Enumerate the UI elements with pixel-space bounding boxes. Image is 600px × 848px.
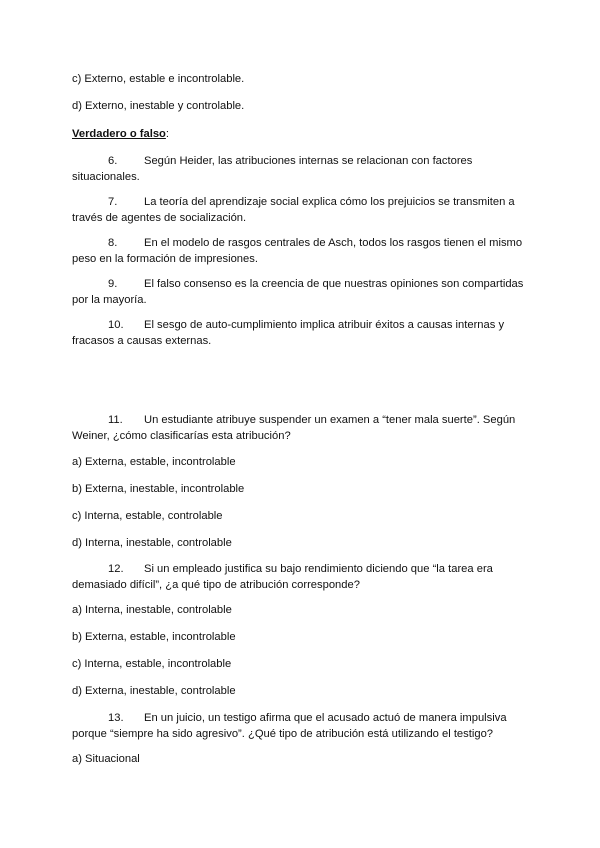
tf-item-7	[72, 194, 524, 226]
question-number: 13.	[108, 712, 124, 724]
q11-option-c: c) Interna, estable, controlable	[72, 510, 223, 522]
item-number: 6.	[108, 155, 118, 167]
question-text: Un estudiante atribuye suspender un examen a “tener mala suerte”. Según	[144, 414, 516, 426]
tf-item-8	[72, 235, 524, 267]
item-text: La teoría del aprendizaje social explica cómo los prejuicios se transmiten a	[144, 196, 515, 208]
item-text-continued: situacionales.	[72, 171, 140, 183]
item-text: En el modelo de rasgos centrales de Asch, todos los rasgos tienen el mismo	[144, 237, 523, 249]
item-text-continued: través de agentes de socialización.	[72, 212, 247, 224]
section-heading	[72, 126, 532, 142]
q11-option-b: b) Externa, inestable, incontrolable	[72, 483, 245, 495]
q12-option-b: b) Externa, estable, incontrolable	[72, 631, 236, 643]
heading-colon: :	[165, 128, 169, 140]
question-text: Si un empleado justifica su bajo rendimiento diciendo que “la tarea era	[144, 563, 493, 575]
option-d-top: d) Externo, inestable y controlable.	[72, 100, 245, 112]
question-text-continued: porque “siempre ha sido agresivo”. ¿Qué tipo de atribución está utilizando el testigo?	[72, 728, 494, 740]
item-text: El falso consenso es la creencia de que nuestras opiniones son compartidas	[144, 278, 524, 290]
item-text-continued: fracasos a causas externas.	[72, 335, 212, 347]
q13-option-a: a) Situacional	[72, 753, 140, 765]
item-text-continued: por la mayoría.	[72, 294, 147, 306]
question-text-continued: Weiner, ¿cómo clasificarías esta atribución?	[72, 430, 291, 442]
question-13	[72, 710, 524, 742]
q12-option-a: a) Interna, inestable, controlable	[72, 604, 232, 616]
question-12	[72, 561, 524, 593]
question-number: 12.	[108, 563, 124, 575]
item-number: 8.	[108, 237, 118, 249]
tf-item-10	[72, 317, 524, 349]
q12-option-c: c) Interna, estable, incontrolable	[72, 658, 232, 670]
item-number: 10.	[108, 319, 124, 331]
question-text: En un juicio, un testigo afirma que el acusado actuó de manera impulsiva	[144, 712, 507, 724]
tf-item-6	[72, 153, 524, 185]
item-text: El sesgo de auto-cumplimiento implica atribuir éxitos a causas internas y	[144, 319, 505, 331]
item-text: Según Heider, las atribuciones internas se relacionan con factores	[144, 155, 473, 167]
item-text-continued: peso en la formación de impresiones.	[72, 253, 258, 265]
true-false-heading: Verdadero o falso	[72, 128, 166, 140]
q12-option-d: d) Externa, inestable, controlable	[72, 685, 236, 697]
option-c-top: c) Externo, estable e incontrolable.	[72, 73, 245, 85]
q11-option-d: d) Interna, inestable, controlable	[72, 537, 232, 549]
item-number: 9.	[108, 278, 118, 290]
question-number: 11.	[108, 414, 123, 426]
q11-option-a: a) Externa, estable, incontrolable	[72, 456, 236, 468]
tf-item-9	[72, 276, 524, 308]
question-11	[72, 412, 524, 444]
question-text-continued: demasiado difícil”, ¿a qué tipo de atribución corresponde?	[72, 579, 360, 591]
item-number: 7.	[108, 196, 118, 208]
